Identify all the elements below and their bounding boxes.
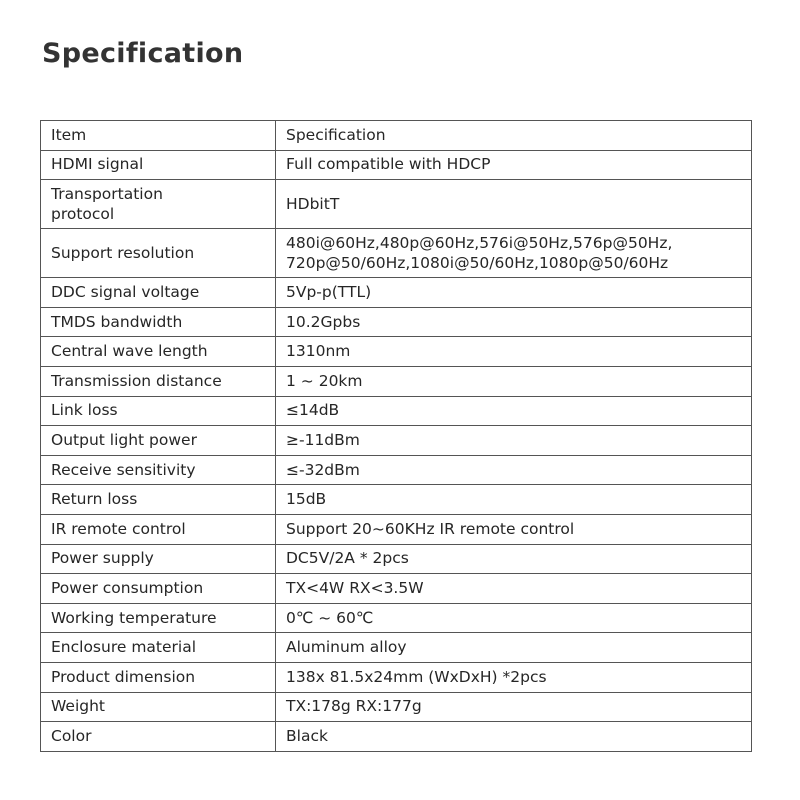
table-header-row xyxy=(41,121,752,151)
row-spec: 15dB xyxy=(276,485,752,515)
table-row xyxy=(41,514,752,544)
row-spec: 5Vp-p(TTL) xyxy=(276,278,752,308)
table-row xyxy=(41,455,752,485)
table-row xyxy=(41,603,752,633)
header-spec: Specification xyxy=(276,121,752,151)
row-item: Link loss xyxy=(41,396,276,426)
row-item: IR remote control xyxy=(41,514,276,544)
row-item: Working temperature xyxy=(41,603,276,633)
row-spec: Black xyxy=(276,722,752,752)
table-row xyxy=(41,307,752,337)
page-title: Specification xyxy=(42,38,244,69)
row-spec: HDbitT xyxy=(276,180,752,229)
table-row xyxy=(41,485,752,515)
spec-table xyxy=(40,120,752,752)
row-item: Weight xyxy=(41,692,276,722)
table-row xyxy=(41,229,752,278)
row-spec: Full compatible with HDCP xyxy=(276,150,752,180)
table-row xyxy=(41,180,752,229)
table-row xyxy=(41,150,752,180)
row-item: Power supply xyxy=(41,544,276,574)
row-spec: ≤14dB xyxy=(276,396,752,426)
row-item: Support resolution xyxy=(41,229,276,278)
table-row xyxy=(41,337,752,367)
row-item: Product dimension xyxy=(41,662,276,692)
row-item: Central wave length xyxy=(41,337,276,367)
header-item: Item xyxy=(41,121,276,151)
table-row xyxy=(41,662,752,692)
row-item: HDMI signal xyxy=(41,150,276,180)
table-row xyxy=(41,426,752,456)
row-item: Output light power xyxy=(41,426,276,456)
row-item: TMDS bandwidth xyxy=(41,307,276,337)
row-item: Receive sensitivity xyxy=(41,455,276,485)
table-row xyxy=(41,722,752,752)
row-spec: Support 20~60KHz IR remote control xyxy=(276,514,752,544)
row-spec: Aluminum alloy xyxy=(276,633,752,663)
table-row xyxy=(41,692,752,722)
table-row xyxy=(41,574,752,604)
table-row xyxy=(41,396,752,426)
row-spec: ≤-32dBm xyxy=(276,455,752,485)
row-item: Transportation protocol xyxy=(41,180,276,229)
row-item: Transmission distance xyxy=(41,366,276,396)
row-item: Return loss xyxy=(41,485,276,515)
row-item: Power consumption xyxy=(41,574,276,604)
table-row xyxy=(41,366,752,396)
row-item: DDC signal voltage xyxy=(41,278,276,308)
row-spec: 138x 81.5x24mm (WxDxH) *2pcs xyxy=(276,662,752,692)
row-spec: ≥-11dBm xyxy=(276,426,752,456)
row-spec: 10.2Gpbs xyxy=(276,307,752,337)
row-spec: 1 ~ 20km xyxy=(276,366,752,396)
row-spec: TX<4W RX<3.5W xyxy=(276,574,752,604)
row-item: Enclosure material xyxy=(41,633,276,663)
table-row xyxy=(41,544,752,574)
row-spec: 1310nm xyxy=(276,337,752,367)
row-spec: 480i@60Hz,480p@60Hz,576i@50Hz,576p@50Hz, 720p@50/60Hz,1080i@50/60Hz,1080p@50/60Hz xyxy=(276,229,752,278)
row-item: Color xyxy=(41,722,276,752)
table-row xyxy=(41,633,752,663)
table-row xyxy=(41,278,752,308)
row-spec: DC5V/2A * 2pcs xyxy=(276,544,752,574)
row-spec: 0℃ ~ 60℃ xyxy=(276,603,752,633)
row-spec: TX:178g RX:177g xyxy=(276,692,752,722)
